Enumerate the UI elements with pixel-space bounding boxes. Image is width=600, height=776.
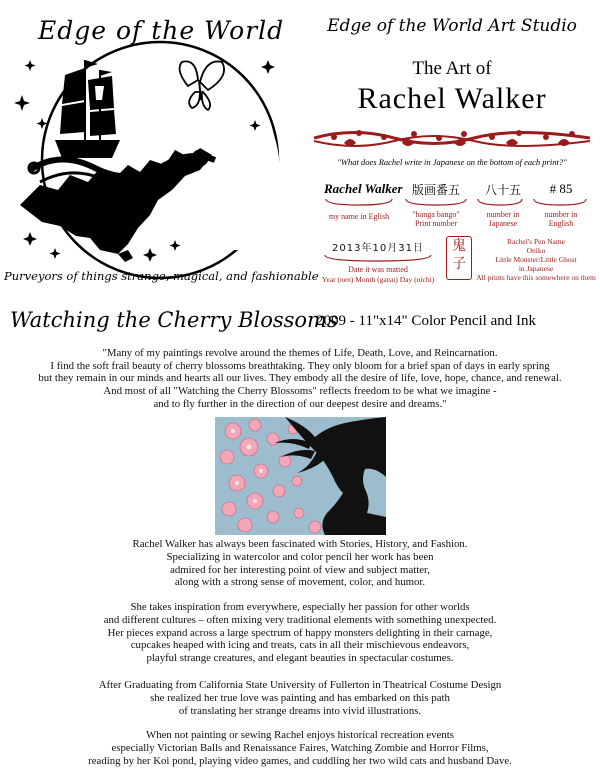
artwork-image bbox=[215, 417, 386, 535]
pen-line: Little Monster/Little Ghost bbox=[495, 255, 577, 264]
quote-line: And most of all "Watching the Cherry Blossoms" reflects freedom to be what we imagine - bbox=[103, 385, 497, 398]
art-of-label: The Art of bbox=[412, 58, 492, 79]
sig-caption-print-number bbox=[402, 210, 470, 228]
bio-line: and different cultures – often mixing very traditional elements with something unexpected. bbox=[103, 613, 497, 626]
sig-caption-name: my name in Eglish bbox=[328, 212, 390, 221]
bio-line: Specializing in watercolor and color pencil her work has been bbox=[166, 550, 434, 563]
bio-paragraph-1 bbox=[10, 538, 590, 589]
date-mark: 2013年10月31日 bbox=[332, 243, 424, 254]
brace-marks bbox=[322, 197, 592, 209]
bio-paragraph-2 bbox=[10, 601, 590, 665]
logo-tagline: Purveyors of things strange, magical, and fashionable bbox=[4, 269, 319, 283]
date-brace bbox=[322, 254, 434, 264]
pen-line: All prints have this somewhere on them bbox=[476, 273, 596, 282]
quote-line: I find the soft frail beauty of cherry blossoms breathtaking. They only bloom for a brief span of days in early spring bbox=[50, 359, 550, 372]
bio-line: She takes inspiration from everywhere, especially her passion for other worlds bbox=[130, 601, 470, 613]
sig-mark-jp-number: 八十五 bbox=[484, 183, 521, 197]
bio-line: she realized her true love was painting and has embarked on this path bbox=[150, 691, 450, 704]
sig-caption-en-number bbox=[532, 210, 590, 228]
bio-line: When not painting or sewing Rachel enjoys historical recreation events bbox=[146, 729, 454, 741]
date-parts-caption: Year (nen) Month (gatsu) Day (nichi) bbox=[321, 275, 435, 284]
bio-line: reading by her Koi pond, playing video games, and cuddling her two wild cats and husband Dave. bbox=[88, 754, 512, 767]
artist-quote bbox=[10, 347, 590, 411]
sig-caption-jp-2: Japanese bbox=[488, 219, 518, 228]
bio-line: After Graduating from California State University of Fullerton in Theatrical Costume Design bbox=[98, 679, 502, 691]
sig-mark-print-number: 版画番五 bbox=[411, 183, 460, 197]
logo-title: Edge of the World bbox=[38, 16, 285, 45]
quote-line: but they remain in our minds and hearts all our lives. They embody all the desire of life, love, hope, chance, and renewal. bbox=[38, 372, 562, 385]
pen-name-seal: 鬼子 bbox=[446, 236, 472, 280]
bio-paragraph-3 bbox=[10, 679, 590, 717]
quote-line: "Many of my paintings revolve around the themes of Life, Death, Love, and Reincarnation. bbox=[102, 347, 498, 359]
piece-meta: 2009 - 11"x14" Color Pencil and Ink bbox=[316, 313, 536, 329]
artist-name: Rachel Walker bbox=[357, 82, 547, 115]
bio-line: of translating her strange dreams into vivid illustrations. bbox=[178, 704, 422, 717]
bio-line: Her pieces expand across a large spectrum of happy monsters delighting in their carnage, bbox=[107, 626, 493, 639]
bio-paragraph-4 bbox=[10, 729, 590, 767]
bio-line: cupcakes heaped with icing and treats, cats in all their mischievous endeavors, bbox=[130, 639, 470, 652]
date-caption: Date it was matted bbox=[348, 265, 408, 274]
bio-line: along with a strong sense of movement, color, and humor. bbox=[174, 576, 426, 589]
sig-caption-jp-1: number in bbox=[486, 210, 520, 219]
bio-line: Rachel Walker has always been fascinated with Stories, History, and Fashion. bbox=[132, 538, 468, 550]
sig-caption-print: Print number bbox=[415, 219, 457, 228]
logo-illustration bbox=[0, 0, 319, 300]
sig-caption-jp-number bbox=[478, 210, 528, 228]
bio-line: playful strange creatures, and elegant beauties in spectacular costumes. bbox=[146, 652, 454, 665]
signature-question: "What does Rachel write in Japanese on the bottom of each print?" bbox=[337, 157, 567, 167]
studio-name: Edge of the World Art Studio bbox=[327, 16, 577, 36]
ship-icon bbox=[55, 60, 120, 158]
bio-line: admired for her interesting point of view and subject matter, bbox=[170, 563, 430, 576]
piece-title: Watching the Cherry Blossoms bbox=[10, 308, 338, 332]
sig-caption-hanga: "hanga bango" bbox=[412, 210, 460, 219]
studio-logo bbox=[0, 0, 319, 300]
quote-line: and to fly further in the direction of our deepest desire and dreams." bbox=[153, 397, 447, 410]
red-ornament-divider bbox=[314, 125, 590, 151]
sig-mark-en-number: # 85 bbox=[549, 181, 573, 196]
pen-line: Oniko bbox=[526, 246, 546, 255]
sig-caption-en-2: English bbox=[548, 219, 574, 228]
pen-line: Rachel's Pen Name bbox=[506, 237, 565, 246]
pen-line: in Japanese bbox=[518, 264, 554, 273]
pen-name-caption bbox=[474, 237, 598, 282]
sig-mark-name: Rachel Walker bbox=[324, 181, 403, 196]
bio-line: especially Victorian Balls and Renaissance Faires, Watching Zombie and Horror Films, bbox=[111, 741, 489, 754]
sig-caption-en-1: number in bbox=[544, 210, 578, 219]
